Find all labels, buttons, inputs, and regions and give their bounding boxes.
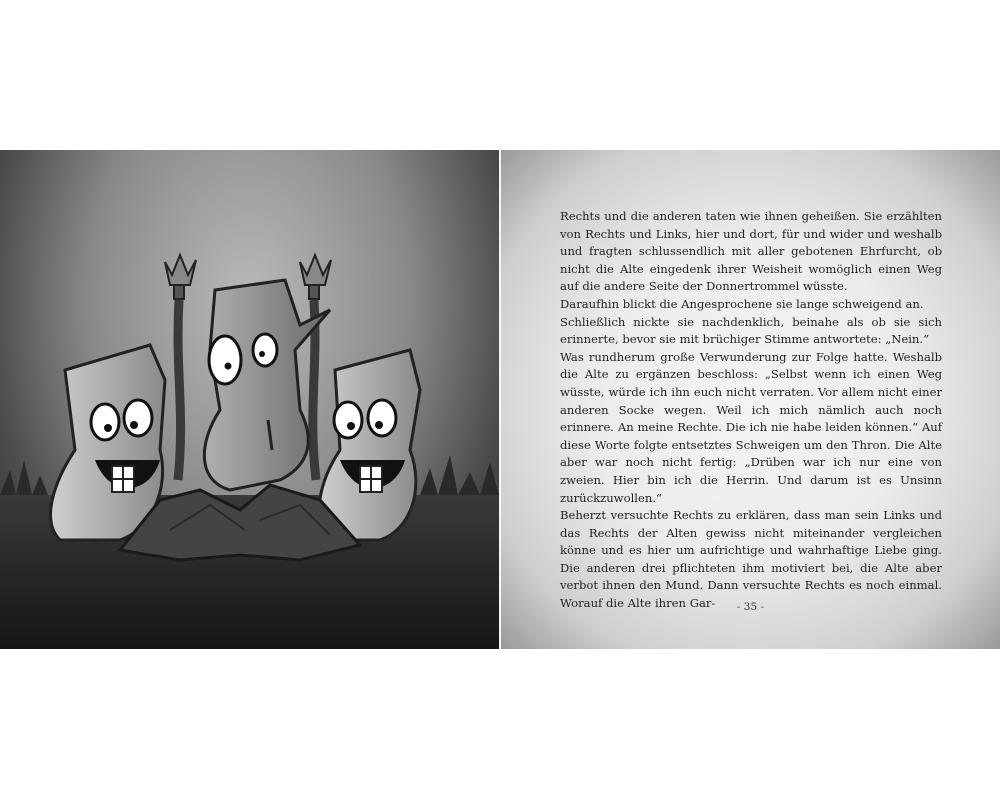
paragraph-5: Beherzt versuchte Rechts zu erklären, dass man sein Links und das Rechts der Alten gewiss nicht miteinander vergleichen könne und es hier um aufrichtige und wahrhaftige Liebe ging. Die anderen drei pflichteten ihm motiviert bei, die Alte aber verbot ihnen den Mund. Dann versuchte Rechts es noch einmal. Worauf die Alte ihren Gar- [560,508,942,611]
book-spread [0,150,1000,649]
left-sock-character [51,345,165,540]
paragraph-2: Daraufhin blickt die Angesprochene sie lange schweigend an. [560,296,924,311]
text-page [501,150,1000,649]
illustration-page [0,150,499,649]
paragraph-1: Rechts und die anderen taten wie ihnen geheißen. Sie erzählten von Rechts und Links, hier und dort, für und wider und weshalb und fragten schlussendlich mit aller gebotenen Ehrfurcht, ob nicht die Alte eingedenk ihrer Weisheit womöglich einen Weg auf die andere Seite der Donnertrommel wüsste. [560,209,942,294]
paragraph-3: Schließlich nickte sie nachdenklich, beinahe als ob sie sich erinnerte, bevor sie mit brüchiger Stimme antwortete: „Nein.“ [560,314,942,347]
right-sock-character [319,350,420,540]
body-text [560,208,942,613]
page-number: - 35 - [736,601,765,613]
paragraph-4: Was rundherum große Verwunderung zur Folge hatte. Weshalb die Alte zu ergänzen beschloss: „Selbst wenn ich einen Weg wüsste, würde ich ihn euch nicht verraten. Vor allem nicht einer anderen Socke wegen. Weil ich mich nämlich auch noch erinnere. An meine Rechte. Die ich nie habe leiden können.“ Auf diese Worte folgte entsetztes Schweigen um den Thron. Die Alte aber war noch nicht fertig: „Drüben war ich nur eine von zweien. Hier bin ich die Herrin. Und darum ist es Unsinn zurückzuwollen.“ [560,349,942,505]
left-scepter [165,255,196,480]
illustration [0,150,499,649]
